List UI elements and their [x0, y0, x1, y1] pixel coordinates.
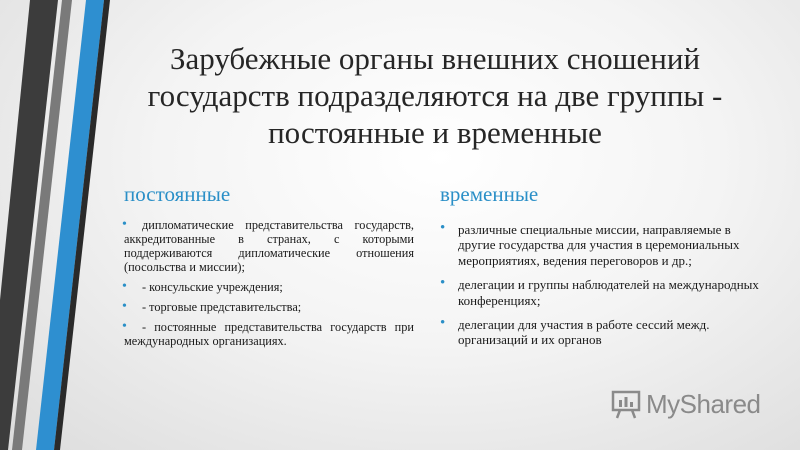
heading-temporary: временные — [440, 182, 539, 206]
permanent-list — [124, 218, 414, 354]
bullet-icon: • — [440, 315, 446, 332]
list-item: • - консульские учреждения; — [122, 279, 283, 294]
bullet-icon: • — [122, 319, 127, 334]
heading-permanent: постоянные — [124, 182, 231, 206]
bullet-icon: • — [440, 220, 446, 236]
list-item: • дипломатические представительства государств, аккредитованные в странах, с которыми поддерживаются дипломатические отношения (посольства и миссии); — [122, 217, 414, 274]
bullet-icon: • — [122, 279, 127, 294]
list-item: • - торговые представительства; — [122, 299, 302, 314]
slide-title: Зарубежные органы внешних сношений государств подразделяются на две группы - постоянные и временные — [147, 41, 723, 150]
list-item: • различные специальные миссии, направляемые в другие государства для участия в церемониальных мероприятиях, ведения переговоров и др.; — [440, 220, 740, 268]
presentation-board-icon — [610, 388, 642, 420]
bullet-icon: • — [122, 217, 127, 232]
bullet-icon: • — [440, 275, 446, 292]
watermark-logo — [610, 386, 770, 422]
logo-text: MyShared — [646, 388, 761, 419]
list-item: • - постоянные представительства государств при международных организациях. — [122, 319, 414, 348]
bullet-icon: • — [122, 299, 127, 314]
list-item: • делегации и группы наблюдателей на международных конференциях; — [440, 275, 759, 308]
list-item: • делегации для участия в работе сессий межд. организаций и их органов — [440, 315, 710, 348]
decorative-stripes — [0, 0, 120, 450]
temporary-list — [440, 222, 760, 357]
